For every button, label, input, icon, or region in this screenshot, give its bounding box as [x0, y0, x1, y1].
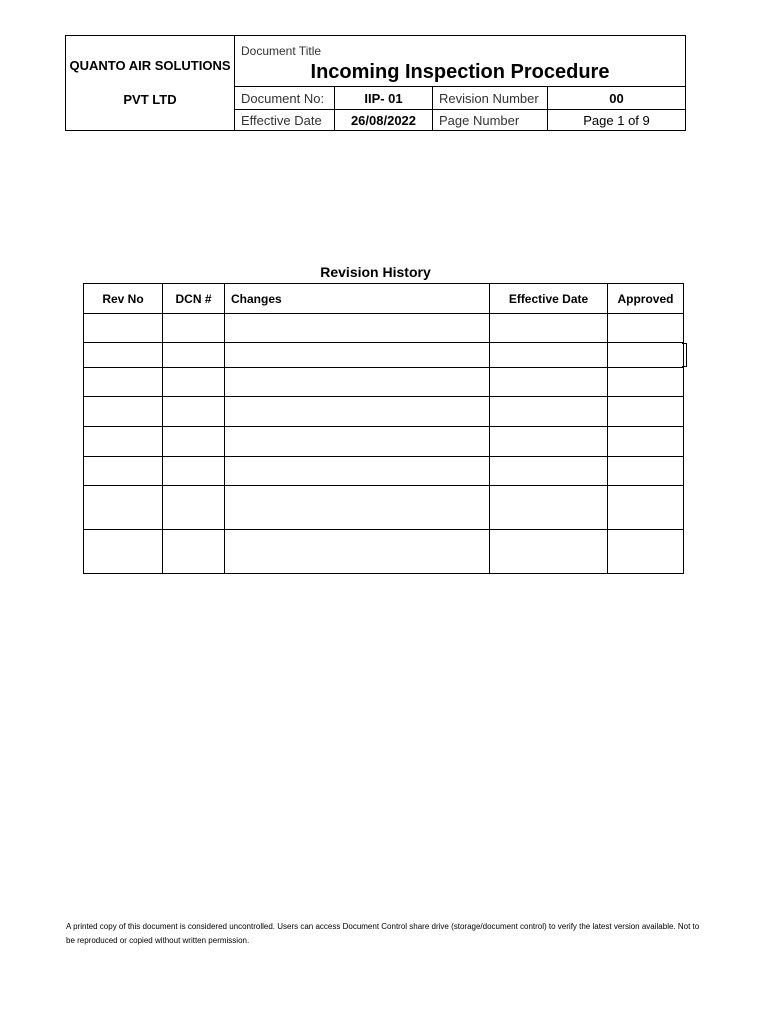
table-cell [490, 368, 608, 397]
table-cell [84, 530, 163, 574]
document-title: Incoming Inspection Procedure [310, 60, 610, 83]
table-row [84, 530, 684, 574]
table-cell [490, 397, 608, 427]
table-cell [84, 427, 163, 457]
table-row [84, 486, 684, 530]
table-cell [608, 397, 684, 427]
footer-disclaimer: A printed copy of this document is considered uncontrolled. Users can access Document Control share drive (storage/document control) to verify the latest version available. Not to be reproduced or copied without written permission. [66, 922, 700, 945]
table-cell [490, 427, 608, 457]
table-cell [163, 457, 225, 486]
table-cell [84, 397, 163, 427]
table-cell [608, 457, 684, 486]
table-cell [608, 427, 684, 457]
document-no-label: Document No: [235, 86, 335, 109]
company-name [66, 36, 235, 130]
table-cell [163, 427, 225, 457]
table-cell [225, 368, 490, 397]
table-cell [608, 343, 684, 368]
table-header-row [84, 284, 684, 314]
document-title-label: Document Title [241, 44, 322, 58]
table-cell [608, 486, 684, 530]
column-header-changes: Changes [225, 284, 490, 314]
table-cell [490, 314, 608, 343]
table-row [84, 457, 684, 486]
effective-date-label: Effective Date [235, 109, 335, 131]
table-cell [225, 314, 490, 343]
column-header-effective-date: Effective Date [490, 284, 608, 314]
table-row [84, 343, 684, 368]
table-cell [225, 397, 490, 427]
table-cell [84, 457, 163, 486]
table-row [84, 314, 684, 343]
page-number-value: Page 1 of 9 [548, 109, 685, 131]
table-cell [84, 368, 163, 397]
table-cell [163, 314, 225, 343]
revision-number-label: Revision Number [433, 86, 548, 109]
table-cell [163, 530, 225, 574]
document-no-value: IIP- 01 [335, 86, 433, 109]
table-cell [163, 486, 225, 530]
table-cell [163, 368, 225, 397]
table-cell [225, 457, 490, 486]
table-cell [490, 530, 608, 574]
table-cell [490, 486, 608, 530]
table-cell [225, 530, 490, 574]
table-row [84, 397, 684, 427]
table-row [84, 427, 684, 457]
table-cell [84, 314, 163, 343]
table-cell [608, 314, 684, 343]
table-cell [84, 486, 163, 530]
document-header [65, 35, 686, 131]
revision-history-table [83, 283, 684, 574]
table-edge-tick [682, 343, 687, 367]
column-header-rev-no: Rev No [84, 284, 163, 314]
revision-number-value: 00 [548, 86, 685, 109]
page-number-label: Page Number [433, 109, 548, 131]
table-cell [225, 486, 490, 530]
company-name-line2: PVT LTD [123, 92, 177, 107]
table-cell [225, 343, 490, 368]
column-header-dcn: DCN # [163, 284, 225, 314]
revision-history-title: Revision History [320, 264, 431, 280]
table-cell [225, 427, 490, 457]
table-cell [490, 457, 608, 486]
company-name-line1: QUANTO AIR SOLUTIONS [69, 58, 231, 73]
table-cell [163, 397, 225, 427]
table-cell [490, 343, 608, 368]
effective-date-value: 26/08/2022 [335, 109, 433, 131]
table-cell [608, 368, 684, 397]
table-row [84, 368, 684, 397]
table-cell [608, 530, 684, 574]
table-cell [84, 343, 163, 368]
column-header-approved: Approved [608, 284, 684, 314]
table-cell [163, 343, 225, 368]
